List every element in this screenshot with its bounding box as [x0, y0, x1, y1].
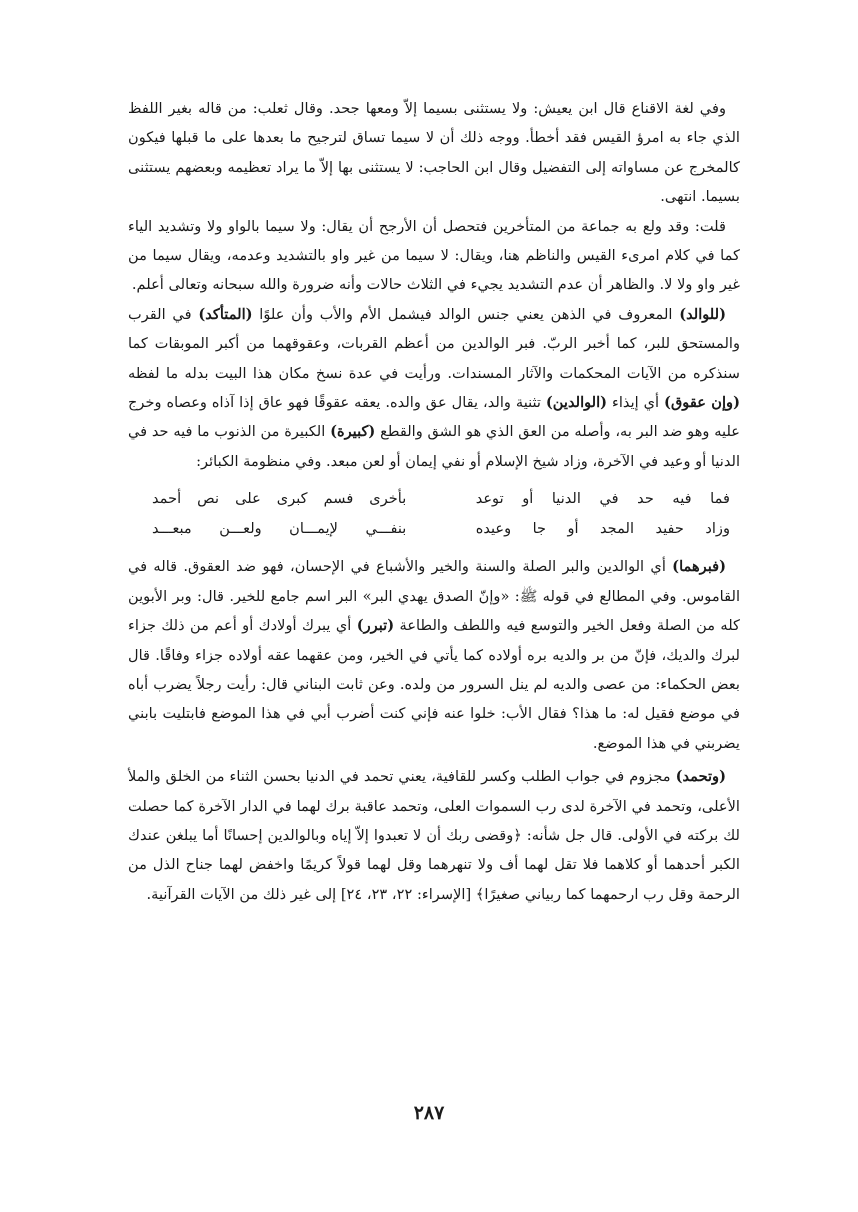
text-run: قلت: وقد ولع به جماعة من المتأخرين فتحصل أن الأرجح أن يقال: ولا سيما بالواو ولا وتشديد الياء كما في كلام امرىء القيس والناظم هنا، ويقال: لا سيما من غير واو بالتشديد وعدمه، ويقال سيما من غير واو ولا لا. والظاهر أن عدم التشديد يجيء في الثلاث حالات وأنه ضرورة والله سبحانه وتعالى أعلم. — [128, 217, 740, 294]
text-run: أي إيذاء — [607, 394, 665, 412]
poem — [128, 484, 740, 544]
poem-line — [128, 514, 740, 544]
headword: (وتحمد) — [675, 768, 726, 786]
headword: (وإن عقوق) — [664, 394, 740, 412]
paragraph — [128, 300, 740, 476]
text-run: أي الوالدين والبر الصلة والسنة والخير والأشباع في الإحسان، فهو ضد العقوق. قاله في القاموس. وفي المطالع في قوله ﷺ: «وإنّ الصدق يهدي البر» البر اسم جامع للخير. قال: وبر الأبوين كله من الصلة وفعل الخير والتوسع فيه واللطف والطاعة — [128, 558, 741, 635]
paragraph — [128, 212, 740, 300]
poem-hemistich-first: فما فيه حد في الدنيا أو توعد — [475, 490, 730, 508]
poem-hemistich-second: بنفـــي لإيمـــان ولعـــن مبعـــد — [152, 520, 407, 538]
text-run: أي يبرك أولادك أو أعم من ذلك جزاء لبرك والديك، فإنّ من بر والديه بره أولاده كما يأتي في الخير، ومن عقهما عقه أولاده جزاء وفاقًا. قال بعض الحكماء: من عصى والديه لم ينل السرور من ولده. وعن ثابت البناني قال: رأيت رجلاً يضرب أباه في موضع فقيل له: ما هذا؟ فقال الأب: خلوا عنه فإني كنت أضرب أبي في هذا الموضع فابتليت بابني يضربني في هذا الموضع. — [128, 617, 740, 752]
headword: (تبرر) — [356, 617, 395, 635]
text-run: في القرب والمستحق للبر، كما أخبر الربّ. فبر الوالدين من أعظم القربات، وعقوقهما من أكبر الموبقات كما سنذكره من الآيات المحكمات والآثار المسندات. ورأيت في عدة نسخ مكان هذا البيت بدله ما لفظه — [128, 305, 740, 382]
poem-hemistich-second: بأخرى فسم كبرى على نص أحمد — [152, 490, 407, 508]
text-run: تثنية والد، يقال عق والده. يعقه عقوقًا فهو عاق إذا آذاه وعصاه وخرج عليه وهو ضد البر به، وأصله من العق الذي هو الشق والقطع — [128, 394, 740, 441]
poem-hemistich-first: وزاد حفيد المجد أو جا وعيده — [475, 520, 730, 538]
headword: (فبرهما) — [672, 558, 726, 576]
page-number: ٢٨٧ — [413, 1102, 445, 1124]
headword: (المتأكد) — [198, 305, 253, 323]
paragraph — [128, 94, 740, 212]
page-body — [128, 94, 740, 909]
paragraph — [128, 762, 740, 909]
headword: (للوالد) — [679, 305, 726, 323]
text-run: الكبيرة من الذنوب ما فيه حد في الدنيا أو وعيد في الآخرة، وزاد شيخ الإسلام أو نفي إيمان أو لعن مبعد. وفي منظومة الكبائر: — [128, 423, 740, 470]
headword: (كبيرة) — [330, 423, 376, 441]
text-run: مجزوم في جواب الطلب وكسر للقافية، يعني تحمد في الدنيا بحسن الثناء من الخلق والملأ الأعلى، وتحمد في الآخرة لدى رب السموات العلى، وتحمد عاقبة برك لهما في الدار الآخرة كما حصلت لك بركته في الأولى. قال جل شأنه: ﴿وقضى ربك أن لا تعبدوا إلاّ إياه وبالوالدين إحسانًا أما يبلغن عندك الكبر أحدهما أو كلاهما فلا تقل لهما أف ولا تنهرهما وقل لهما قولاً كريمًا واخفض لهما جناح الذل من الرحمة وقل رب ارحمهما كما ربياني صغيرًا﴾ [الإسراء: ٢٢، ٢٣، ٢٤] إلى غير ذلك من الآيات القرآنية. — [128, 768, 740, 903]
poem-line — [128, 484, 740, 514]
paragraph — [128, 552, 740, 758]
text-run: وفي لغة الاقناع قال ابن يعيش: ولا يستثنى بسيما إلاّ ومعها جحد. وقال ثعلب: من قاله بغير اللفظ الذي جاء به امرؤ القيس فقد أخطأ. ووجه ذلك أن لا سيما تساق لترجيح ما بعدها على ما قبلها فيكون كالمخرج عن مساواته إلى التفضيل وقال ابن الحاجب: لا يستثنى بها إلاّ ما يراد تعظيمه وبعضهم يستثنى بسيما. انتهى. — [128, 100, 740, 206]
headword: (الوالدين) — [545, 394, 608, 412]
text-run: المعروف في الذهن يعني جنس الوالد فيشمل الأم والأب وأن علوًا — [252, 305, 680, 323]
